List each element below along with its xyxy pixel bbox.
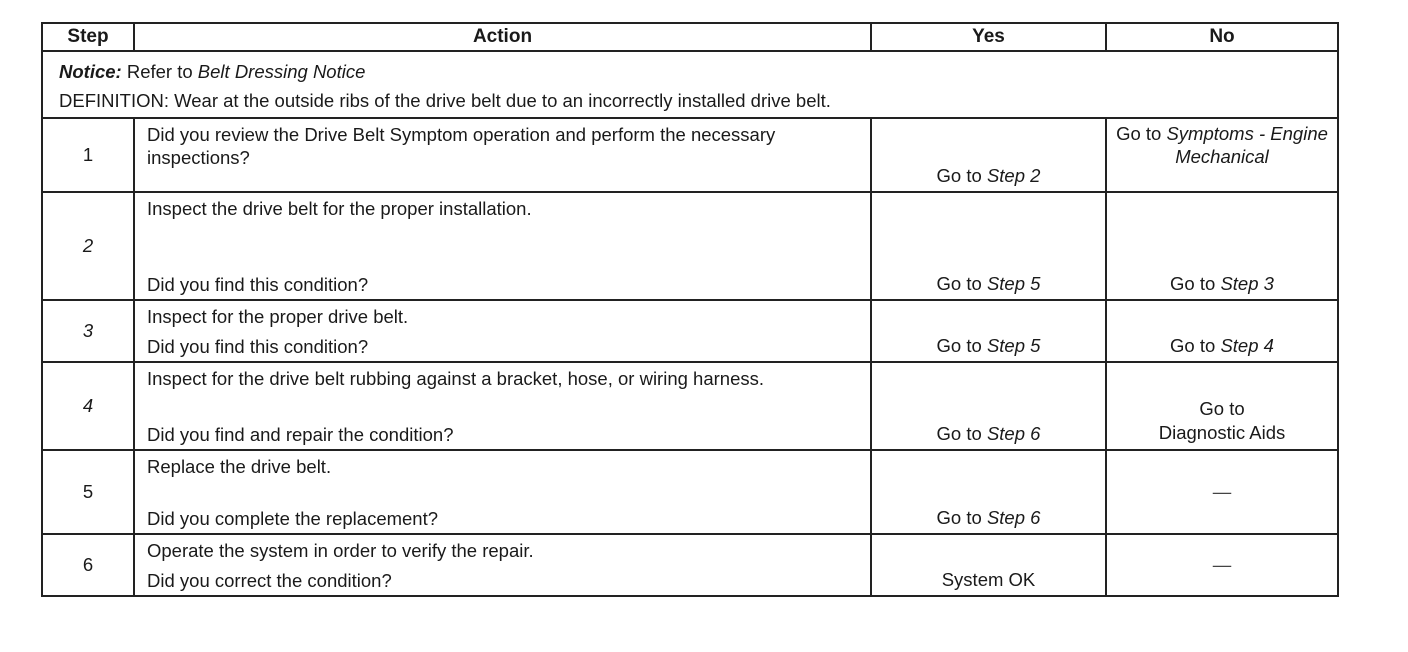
notice-row: [42, 51, 1338, 118]
header-step: Step: [42, 23, 134, 51]
yes-step-ref: Step 6: [986, 507, 1041, 528]
action-cell: [134, 362, 871, 450]
table-row: [42, 534, 1338, 596]
notice-line: [59, 57, 1321, 86]
no-line-2: Diagnostic Aids: [1158, 422, 1286, 443]
notice-prefix: Refer to: [126, 61, 193, 82]
table-row: [42, 118, 1338, 192]
no-prefix: Go to: [1116, 123, 1162, 144]
step-number: 6: [42, 534, 134, 596]
no-cell: —: [1106, 450, 1338, 534]
step-number-text: 2: [82, 235, 94, 256]
notice-link: Belt Dressing Notice: [197, 61, 366, 82]
action-cell: [134, 534, 871, 596]
yes-prefix: Go to: [936, 165, 982, 186]
table-row: [42, 450, 1338, 534]
step-number: [42, 192, 134, 300]
header-row: [42, 23, 1338, 51]
no-cell: [1106, 118, 1338, 192]
step-number: 5: [42, 450, 134, 534]
yes-step-ref: Step 2: [986, 165, 1041, 186]
yes-cell: [871, 118, 1106, 192]
yes-cell: [871, 300, 1106, 362]
diagnostic-table: [41, 22, 1339, 597]
no-ref: Symptoms - Engine Mechanical: [1166, 123, 1328, 167]
no-line-1: Go to: [1199, 398, 1245, 419]
action-text: Operate the system in order to verify the repair.: [147, 540, 534, 561]
yes-prefix: Go to: [936, 423, 982, 444]
header-no: No: [1106, 23, 1338, 51]
no-cell: [1106, 300, 1338, 362]
yes-step-ref: Step 6: [986, 423, 1041, 444]
no-prefix: Go to: [1170, 273, 1216, 294]
yes-prefix: Go to: [936, 273, 982, 294]
definition-text: DEFINITION: Wear at the outside ribs of the drive belt due to an incorrectly installed drive belt.: [59, 90, 831, 111]
yes-step-ref: Step 5: [986, 335, 1041, 356]
table-row: [42, 192, 1338, 300]
table-row: [42, 300, 1338, 362]
yes-cell: [871, 362, 1106, 450]
step-number-text: 3: [82, 320, 94, 341]
action-text: Inspect for the proper drive belt.: [147, 306, 409, 327]
action-text: Inspect for the drive belt rubbing against a bracket, hose, or wiring harness.: [147, 368, 765, 389]
no-cell: —: [1106, 534, 1338, 596]
yes-cell: [871, 192, 1106, 300]
no-cell: [1106, 192, 1338, 300]
yes-cell: System OK: [871, 534, 1106, 596]
action-question: Did you correct the condition?: [147, 570, 392, 591]
no-ref: Step 4: [1220, 335, 1274, 356]
no-ref: Step 3: [1220, 273, 1274, 294]
yes-prefix: Go to: [936, 507, 982, 528]
action-question: Did you find this condition?: [147, 336, 369, 357]
yes-prefix: Go to: [936, 335, 982, 356]
action-question: Did you find and repair the condition?: [147, 424, 454, 445]
action-text: Replace the drive belt.: [147, 456, 332, 477]
yes-step-ref: Step 5: [986, 273, 1041, 294]
no-prefix: Go to: [1170, 335, 1216, 356]
action-cell: [134, 300, 871, 362]
action-cell: [134, 118, 871, 192]
table-row: [42, 362, 1338, 450]
no-cell: [1106, 362, 1338, 450]
step-number: [42, 362, 134, 450]
action-question: Did you find this condition?: [147, 274, 369, 295]
step-number: [42, 300, 134, 362]
action-question: Did you complete the replacement?: [147, 508, 439, 529]
notice-label: Notice:: [59, 61, 122, 82]
action-text: Did you review the Drive Belt Symptom operation and perform the necessary inspections?: [147, 124, 776, 168]
step-number: 1: [42, 118, 134, 192]
yes-cell: [871, 450, 1106, 534]
action-cell: [134, 192, 871, 300]
notice-cell: [42, 51, 1338, 118]
header-yes: Yes: [871, 23, 1106, 51]
header-action: Action: [134, 23, 871, 51]
action-cell: [134, 450, 871, 534]
action-text: Inspect the drive belt for the proper installation.: [147, 198, 532, 219]
step-number-text: 4: [82, 395, 94, 416]
